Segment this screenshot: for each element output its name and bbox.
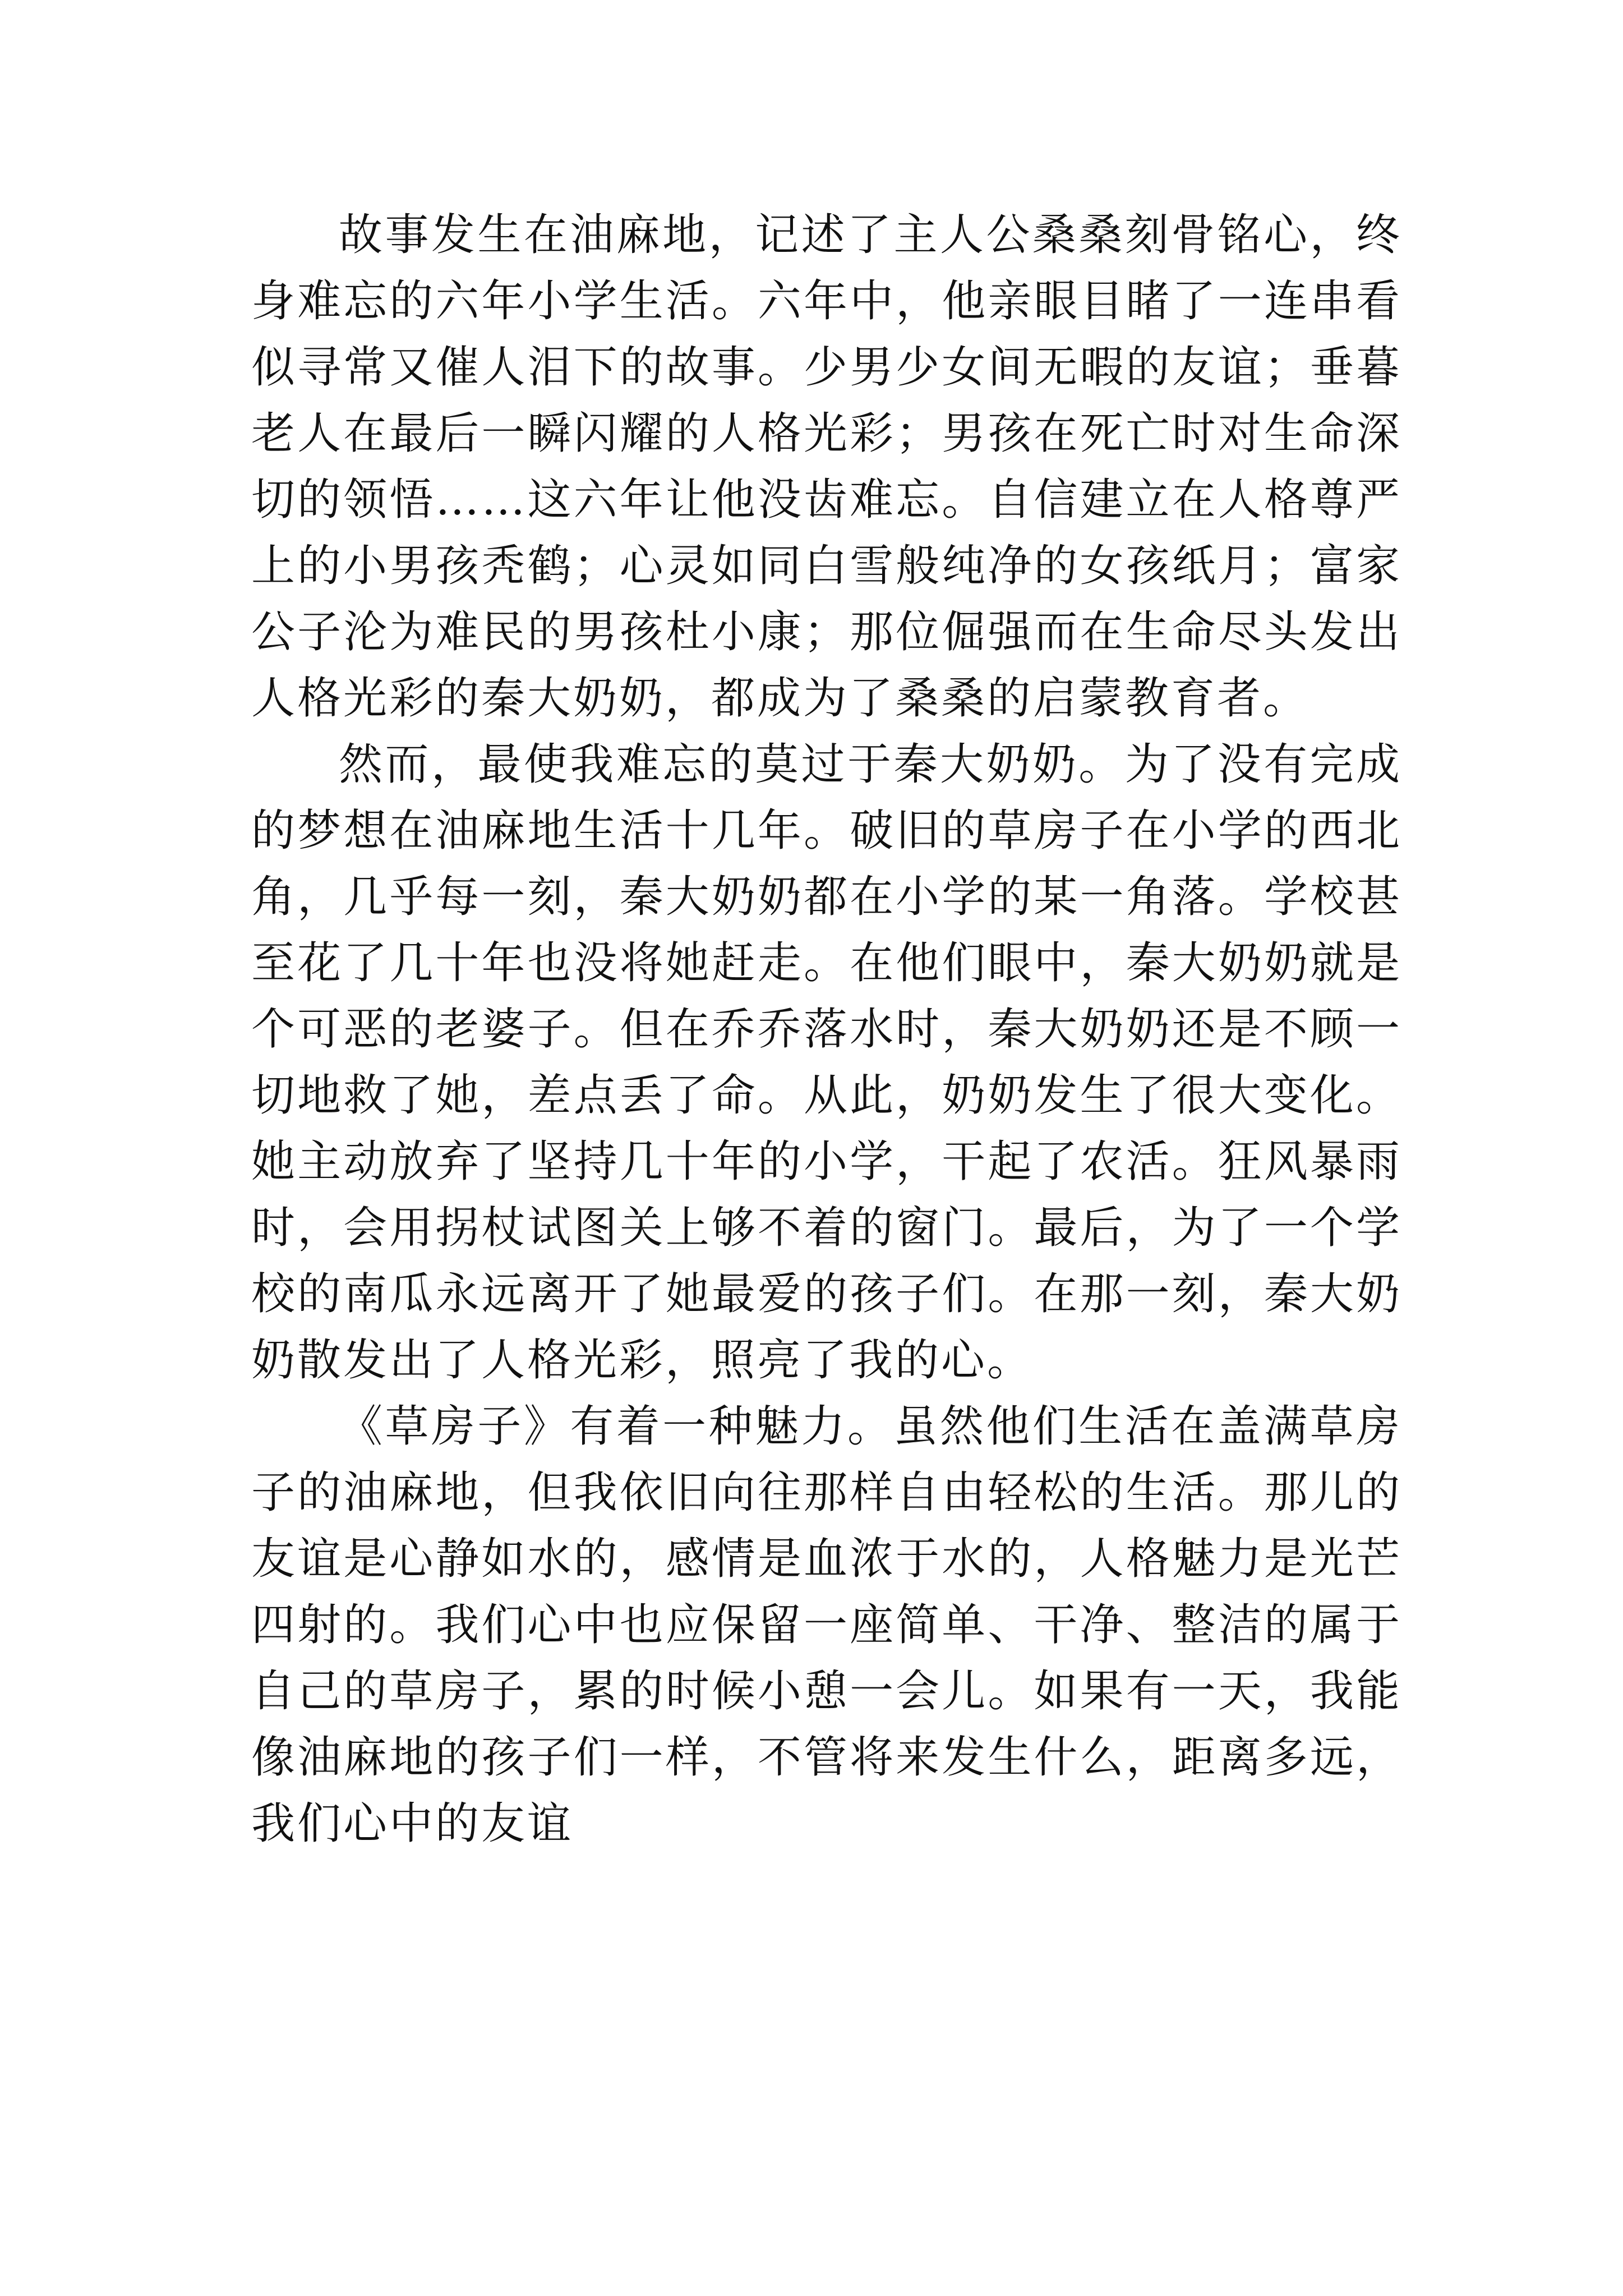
body-text	[251, 202, 1402, 1857]
paragraph-1: 故事发生在油麻地，记述了主人公桑桑刻骨铭心，终身难忘的六年小学生活。六年中，他亲眼目睹了一连串看似寻常又催人泪下的故事。少男少女间无暇的友谊；垂暮老人在最后一瞬闪耀的人格光彩；男孩在死亡时对生命深切的领悟……这六年让他没齿难忘。自信建立在人格尊严上的小男孩秃鹤；心灵如同白雪般纯净的女孩纸月；富家公子沦为难民的男孩杜小康；那位倔强而在生命尽头发出人格光彩的秦大奶奶，都成为了桑桑的启蒙教育者。	[251, 210, 1402, 724]
paragraph-2: 然而，最使我难忘的莫过于秦大奶奶。为了没有完成的梦想在油麻地生活十几年。破旧的草房子在小学的西北角，几乎每一刻，秦大奶奶都在小学的某一角落。学校甚至花了几十年也没将她赶走。在他们眼中，秦大奶奶就是个可恶的老婆子。但在乔乔落水时，秦大奶奶还是不顾一切地救了她，差点丢了命。从此，奶奶发生了很大变化。她主动放弃了坚持几十年的小学，干起了农活。狂风暴雨时，会用拐杖试图关上够不着的窗门。最后，为了一个学校的南瓜永远离开了她最爱的孩子们。在那一刻，秦大奶奶散发出了人格光彩，照亮了我的心。	[251, 739, 1402, 1386]
paragraph-3: 《草房子》有着一种魅力。虽然他们生活在盖满草房子的油麻地，但我依旧向往那样自由轻松的生活。那儿的友谊是心静如水的，感情是血浓于水的，人格魅力是光芒四射的。我们心中也应保留一座简单、干净、整洁的属于自己的草房子，累的时候小憩一会儿。如果有一天，我能像油麻地的孩子们一样，不管将来发生什么，距离多远，我们心中的友谊	[251, 1401, 1402, 1849]
